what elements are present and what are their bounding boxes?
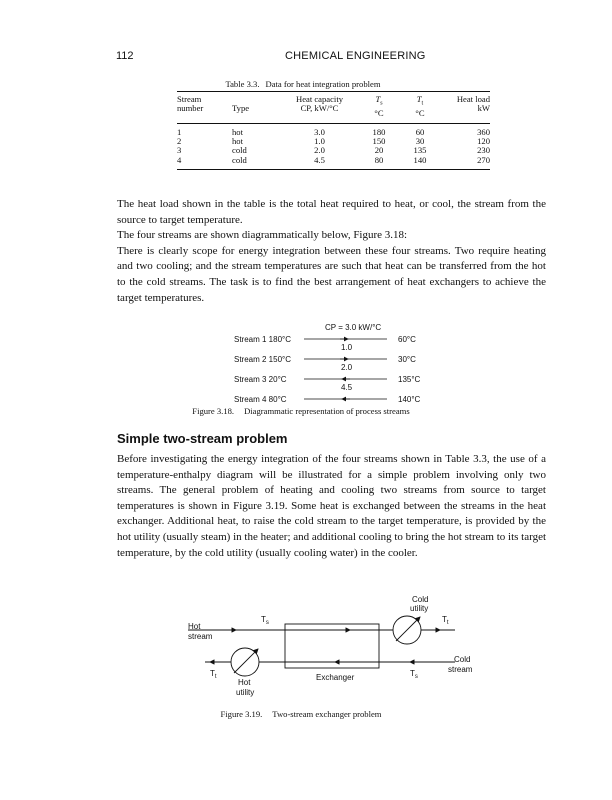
- table-row: 1 hot 3.0 180 60 360: [177, 126, 490, 137]
- figure-caption-text: Two-stream exchanger problem: [272, 709, 382, 719]
- cp-label: CP = 3.0 kW/°C: [325, 323, 382, 332]
- stream-2-label: Stream 2 150°C: [234, 355, 292, 364]
- table-header-row: [177, 92, 490, 124]
- col-ts: $T_s$ °C: [374, 94, 384, 119]
- cold-stream-label-2: stream: [448, 665, 473, 674]
- stream-2-end: 30°C: [398, 355, 416, 364]
- hot-stream-label-2: stream: [188, 632, 213, 641]
- ts-top-label: $T_s$: [261, 615, 269, 626]
- cp-stream-3: 2.0: [341, 363, 353, 372]
- stream-4-end: 140°C: [398, 395, 421, 404]
- cold-stream-label-1: Cold: [454, 655, 471, 664]
- col-type: Type: [232, 103, 250, 114]
- stream-1-label: Stream 1 180°C: [234, 335, 292, 344]
- col-stream: Stream number: [177, 94, 204, 114]
- col-heat-capacity: Heat capacity CP, kW/°C: [296, 94, 343, 114]
- figure-number: Figure 3.18.: [192, 406, 235, 416]
- hot-utility-label-2: utility: [236, 688, 255, 697]
- stream-3-label: Stream 3 20°C: [234, 375, 287, 384]
- figure-3-19-diagram: [0, 588, 612, 708]
- table-title: Data for heat integration problem: [265, 79, 381, 89]
- paragraph: The heat load shown in the table is the total heat required to heat, or cool, the stream from the source to target temperature.: [117, 198, 546, 226]
- cold-utility-label-1: Cold: [412, 595, 429, 604]
- figure-3-19-caption: [0, 709, 612, 719]
- paragraph: The four streams are shown diagrammatically below, Figure 3.18:: [117, 229, 408, 242]
- figure-caption-text: Diagrammatic representation of process streams: [244, 406, 410, 416]
- table-caption: [0, 79, 612, 89]
- hot-utility-label-1: Hot: [238, 678, 251, 687]
- col-heat-load: Heat load kW: [456, 94, 490, 114]
- heat-data-table: [177, 91, 490, 170]
- table-number: Table 3.3.: [225, 79, 260, 89]
- stream-3-end: 135°C: [398, 375, 421, 384]
- exchanger-label: Exchanger: [316, 673, 355, 682]
- stream-1-end: 60°C: [398, 335, 416, 344]
- table-row: 4 cold 4.5 80 140 270: [177, 156, 490, 170]
- figure-number: Figure 3.19.: [220, 709, 263, 719]
- tt-bottom-label: $T_t$: [210, 669, 217, 680]
- exchanger-box: [285, 624, 379, 668]
- ts-bottom-label: $T_s$: [410, 669, 418, 680]
- table-row: 2 hot 1.0 150 30 120: [177, 135, 490, 146]
- figure-3-18-caption: [0, 406, 612, 416]
- tt-top-label: $T_t$: [442, 615, 449, 626]
- paragraph: There is clearly scope for energy integration between these four streams. Two require heating and two cooling; and the stream temperatures are such that heat can be transferred from the hot to the cold streams. The task is to find the best arrangement of heat exchangers to achieve the target temperatures.: [117, 244, 546, 304]
- table-row: 3 cold 2.0 20 135 230: [177, 145, 490, 156]
- cp-stream-4: 4.5: [341, 383, 353, 392]
- cp-stream-2: 1.0: [341, 343, 353, 352]
- stream-4-label: Stream 4 80°C: [234, 395, 287, 404]
- paragraph: Before investigating the energy integration of the four streams shown in Table 3.3, the use of a temperature-enthalpy diagram will be illustrated for a simple problem involving only two streams. The general problem of heating and cooling two streams from source to target temperatures is shown in Figure 3.19. Some heat is exchanged between the streams in the heat exchanger. Additional heat, to raise the cold stream to the target temperature, is provided by the hot utility (usually steam) in the heater; and additional cooling to bring the hot stream to its target temperature, by the cold utility (usually cooling water) in the cooler.: [117, 453, 547, 559]
- intro-text: [117, 197, 546, 306]
- col-tt: $T_t$ °C: [415, 94, 425, 119]
- section-title: Simple two-stream problem: [117, 431, 288, 446]
- hot-stream-label-1: Hot: [188, 622, 201, 631]
- section-text: [117, 452, 546, 561]
- page-number: 112: [116, 50, 134, 62]
- cold-utility-label-2: utility: [410, 604, 429, 613]
- running-head: CHEMICAL ENGINEERING: [285, 50, 426, 62]
